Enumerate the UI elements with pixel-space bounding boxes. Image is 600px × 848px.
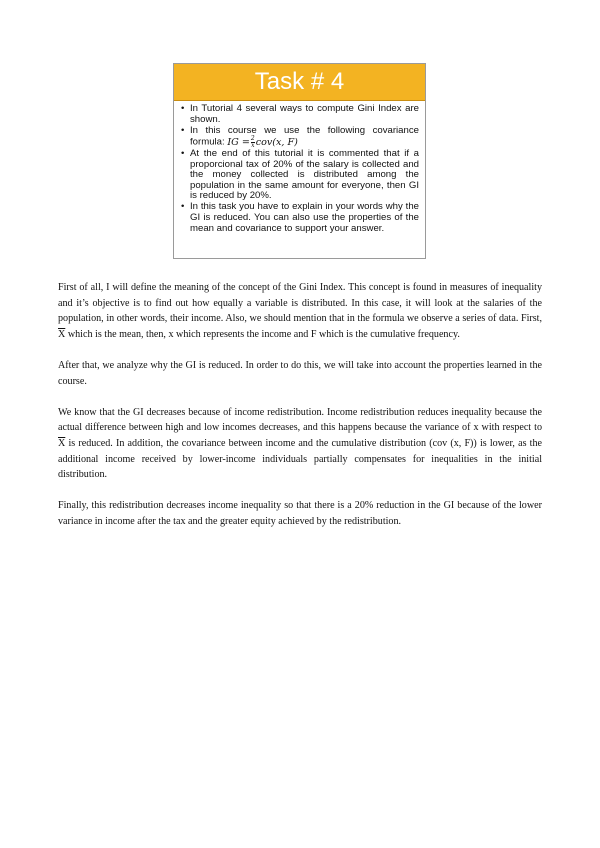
paragraph-analysis: After that, we analyze why the GI is reduced. In order to do this, we will take into account the properties learned in the course.: [58, 359, 542, 387]
formula-rhs: cov(x, F): [255, 136, 298, 148]
task-bullet-2-text: In this course we use the following covariance formula:: [190, 124, 419, 148]
formula-lhs: IG =: [227, 136, 250, 148]
gini-formula: [227, 137, 298, 148]
task-bullet-list: [180, 104, 419, 234]
task-slide: [173, 63, 426, 259]
paragraph-definition-part2: which is the mean, then, x which represents the income and F which is the cumulative frequency.: [67, 328, 460, 340]
paragraph-conclusion: Finally, this redistribution decreases income inequality so that there is a 20% reduction in the GI because of the lower variance in income after the tax and the greater equity achieved by the redistribution.: [58, 500, 542, 527]
formula-numerator: 2: [250, 135, 255, 143]
task-bullet-4: • In this task you have to explain in your words why the GI is reduced. You can also use the properties of the mean and covariance to support your answer.: [180, 202, 419, 234]
essay-body: [58, 280, 542, 545]
formula-denominator: x̄: [251, 141, 255, 149]
task-title: Task # 4: [174, 64, 425, 101]
paragraph-redistribution-part2: is reduced. In addition, the covariance between income and the cumulative distribution (cov (x, F)) is lower, as the additional income received by lower-income individuals partially compensates for inequalities in the initial distribution.: [58, 437, 542, 481]
formula-fraction: [251, 136, 255, 148]
mean-symbol: $\overline{X}$: [58, 328, 66, 340]
paragraph-definition-part1: First of all, I will define the meaning of the concept of the Gini Index. This concept is found in measures of inequality and it’s objective is to find out how equally a variable is distributed. In this case, it will look at the salaries of the population, in other words, their income. Also, we should mention that in the formula we observe a series of data. First,: [58, 282, 542, 325]
task-body: [174, 101, 425, 234]
task-bullet-2: [180, 126, 419, 149]
paragraph-definition: [58, 280, 542, 342]
paragraph-redistribution: [58, 405, 542, 483]
mean-symbol: $\overline{X}$: [58, 437, 66, 449]
task-bullet-1: • In Tutorial 4 several ways to compute Gini Index are shown.: [180, 104, 419, 125]
paragraph-redistribution-part1: We know that the GI decreases because of income redistribution. Income redistribution reduces inequality because the actual difference between high and low incomes decreases, and this happens because the variance of x with respect to: [58, 406, 542, 434]
task-bullet-3: • At the end of this tutorial it is commented that if a proporcional tax of 20% of the salary is collected and the money collected is distributed among the population in the same amount for everyone, then GI is reduced by 20%.: [180, 149, 419, 202]
